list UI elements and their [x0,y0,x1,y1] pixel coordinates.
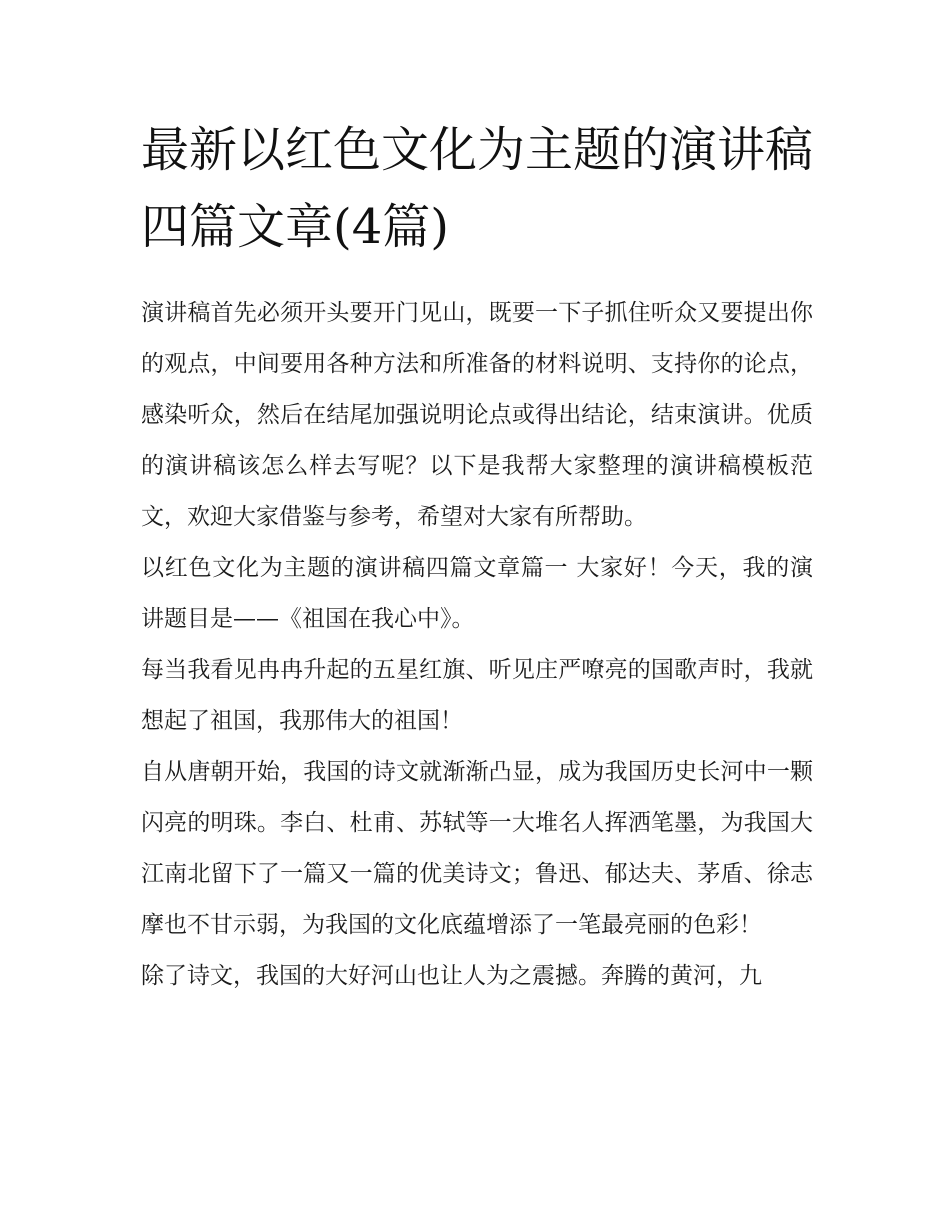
paragraph-landscape: 除了诗文，我国的大好河山也让人为之震撼。奔腾的黄河，九 [141,963,762,989]
paragraph-flag: 每当我看见冉冉升起的五星红旗、听见庄严嘹亮的国歌声时，我就想起了祖国，我那伟大的祖国！ [141,657,813,734]
document-content [141,112,813,1002]
paragraph-intro: 演讲稿首先必须开头要开门见山，既要一下子抓住听众又要提出你的观点，中间要用各种方法和所准备的材料说明、支持你的论点，感染听众，然后在结尾加强说明论点或得出结论，结束演讲。优质的演讲稿该怎么样去写呢？以下是我帮大家整理的演讲稿模板范文，欢迎大家借鉴与参考，希望对大家有所帮助。 [141,300,813,530]
paragraph-greeting: 以红色文化为主题的演讲稿四篇文章篇一 大家好！今天，我的演讲题目是——《祖国在我心中》。 [141,555,813,632]
document-title: 最新以红色文化为主题的演讲稿四篇文章(4篇) [141,122,814,255]
paragraph-poetry: 自从唐朝开始，我国的诗文就渐渐凸显，成为我国历史长河中一颗闪亮的明珠。李白、杜甫、苏轼等一大堆名人挥洒笔墨，为我国大江南北留下了一篇又一篇的优美诗文；鲁迅、郁达夫、茅盾、徐志摩也不甘示弱，为我国的文化底蕴增添了一笔最亮丽的色彩！ [141,759,813,938]
